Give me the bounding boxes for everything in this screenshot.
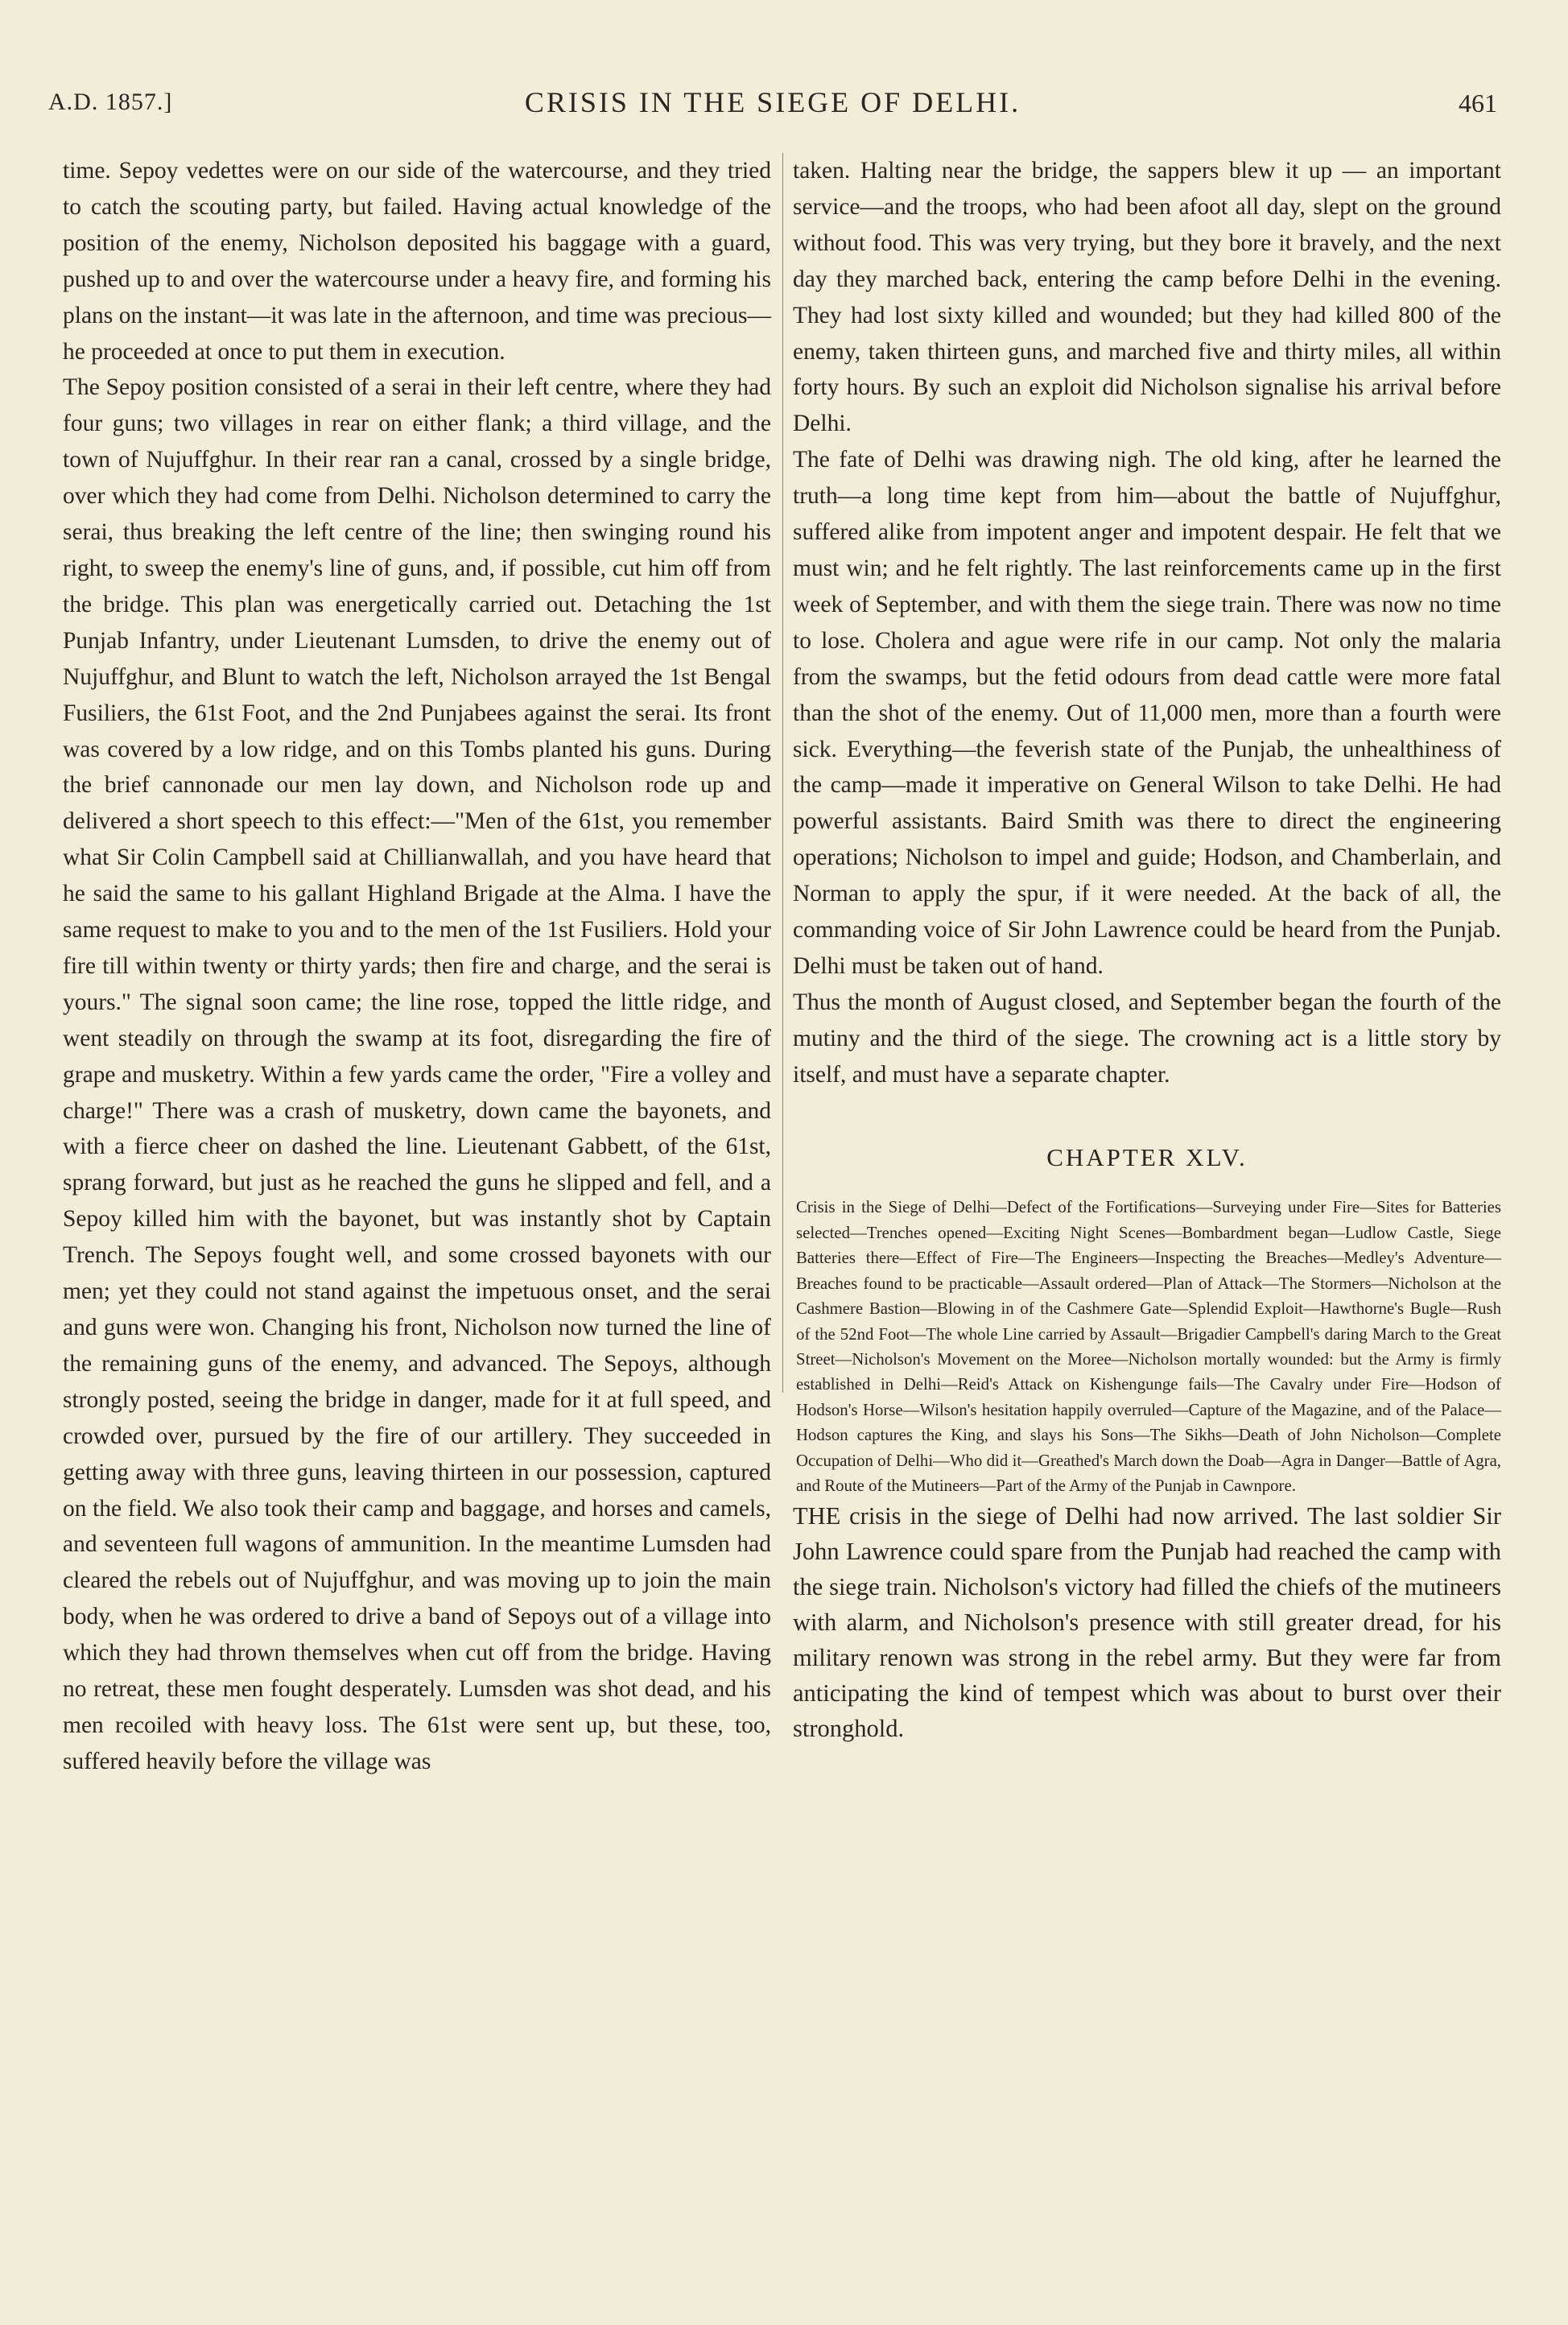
right-column <box>793 153 1501 1746</box>
paragraph: The fate of Delhi was drawing nigh. The old king, after he learned the truth—a long time kept from him—about the battle of Nujuffghur, suffered alike from impotent anger and impotent despair. He felt that we must win; and he felt rightly. The last reinforcements came up in the first week of September, and with them the siege train. There was now no time to lose. Cholera and ague were rife in our camp. Not only the malaria from the swamps, but the fetid odours from dead cattle were more fatal than the shot of the enemy. Out of 11,000 men, more than a fourth were sick. Everything—the feverish state of the Punjab, the unhealthiness of the camp—made it imperative on General Wilson to take Delhi. He had powerful assistants. Baird Smith was there to direct the engineering operations; Nicholson to impel and guide; Hodson, and Chamberlain, and Norman to apply the spur, if it were needed. At the back of all, the commanding voice of Sir John Lawrence could be heard from the Punjab. Delhi must be taken out of hand. <box>793 447 1501 979</box>
running-head <box>48 81 1497 121</box>
running-head-title: CRISIS IN THE SIEGE OF DELHI. <box>524 86 1021 118</box>
paragraph: Thus the month of August closed, and September began the fourth of the mutiny and the third of the siege. The crowning act is a little story by itself, and must have a separate chapter. <box>793 989 1501 1088</box>
chapter-synopsis: Crisis in the Siege of Delhi—Defect of the Fortifications—Surveying under Fire—Sites for Batteries selected—Trenches opened—Exciting Night Scenes—Bombardment began—Ludlow Castle, Siege Batteries there—Effect of Fire—The Engineers—Inspecting the Breaches—Medley's Adventure—Breaches found to be practicable—Assault ordered—Plan of Attack—The Stormers—Nicholson at the Cashmere Bastion—Blowing in of the Cashmere Gate—Splendid Exploit—Hawthorne's Bugle—Rush of the 52nd Foot—The whole Line carried by Assault—Brigadier Campbell's daring March to the Great Street—Nicholson's Movement on the Moree—Nicholson mortally wounded: but the Army is firmly established in Delhi—Reid's Attack on Kishengunge fails—The Cavalry under Fire—Hodson of Hodson's Horse—Wilson's hesitation happily overruled—Capture of the Magazine, and of the Palace—Hodson captures the King, and slays his Sons—The Sikhs—Death of John Nicholson—Complete Occupation of Delhi—Who did it—Greathed's March down the Doab—Agra in Danger—Battle of Agra, and Route of the Mutineers—Part of the Army of the Punjab in Cawnpore. <box>796 1198 1501 1495</box>
chapter-heading: CHAPTER XLV. <box>1046 1142 1248 1171</box>
running-head-date: A.D. 1857.] <box>48 89 173 115</box>
column-divider <box>782 153 783 1393</box>
paragraph: The Sepoy position consisted of a serai in their left centre, where they had four guns; two villages in rear on either flank; a third village, and the town of Nujuffghur. In their rear ran a canal, crossed by a single bridge, over which they had come from Delhi. Nicholson determined to carry the serai, thus breaking the left centre of the line; then swinging round his right, to sweep the enemy's line of guns, and, if possible, cut him off from the bridge. This plan was energetically carried out. Detaching the 1st Punjab Infantry, under Lieutenant Lumsden, to drive the enemy out of Nujuffghur, and Blunt to watch the left, Nicholson arrayed the 1st Bengal Fusiliers, the 61st Foot, and the 2nd Punjabees against the serai. Its front was covered by a low ridge, and on this Tombs planted his guns. During the brief cannonade our men lay down, and Nicholson rode up and delivered a short speech to this effect:—"Men of the 61st, you remember what Sir Colin Campbell said at Chillianwallah, and you have heard that he said the same to his gallant Highland Brigade at the Alma. I have the same request to make to you and to the men of the 1st Fusiliers. Hold your fire till within twenty or thirty yards; then fire and charge, and the serai is yours." The signal soon came; the line rose, topped the little ridge, and went steadily on through the swamp at its foot, disregarding the fire of grape and musketry. Within a few yards came the order, "Fire a volley and charge!" There was a crash of musketry, down came the bayonets, and with a fierce cheer on dashed the line. Lieutenant Gabbett, of the 61st, sprang forward, but just as he reached the guns he slipped and fell, and a Sepoy killed him with the bayonet, but was instantly shot by Captain Trench. The Sepoys fought well, and some crossed bayonets with our men; yet they could not stand against the impetuous onset, and the serai and guns were won. Changing his front, Nicholson now turned the line of the remaining guns of the enemy, and advanced. The Sepoys, although strongly posted, seeing the bridge in danger, made for it at full speed, and crowded over, pursued by the fire of our artillery. They succeeded in getting away with three guns, leaving thirteen in our possession, captured on the field. We also took their camp and baggage, and horses and camels, and seventeen full wagons of ammunition. In the meantime Lumsden had cleared the rebels out of Nujuffghur, and was moving up to join the main body, when he was ordered to drive a band of Sepoys out of a village into which they had thrown themselves when cut off from the bridge. Having no retreat, these men fought desperately. Lumsden was shot dead, and his men recoiled with heavy loss. The 61st were sent up, but these, too, suffered heavily before the village was <box>63 374 771 1774</box>
chapter-opening-paragraph: THE crisis in the siege of Delhi had now arrived. The last soldier Sir John Lawrence could spare from the Punjab had reached the camp with the siege train. Nicholson's victory had filled the chiefs of the mutineers with alarm, and Nicholson's presence with still greater dread, for his military renown was strong in the rebel army. But they were far from anticipating the kind of tempest which was about to burst over their stronghold. <box>793 1502 1501 1743</box>
paragraph: taken. Halting near the bridge, the sappers blew it up — an important service—and the troops, who had been afoot all day, slept on the ground without food. This was very trying, but they bore it bravely, and the next day they marched back, entering the camp before Delhi in the evening. They had lost sixty killed and wounded; but they had killed 800 of the enemy, taken thirteen guns, and marched five and thirty miles, all within forty hours. By such an exploit did Nicholson signalise his arrival before Delhi. <box>793 158 1501 437</box>
left-column <box>63 153 771 1780</box>
paragraph: time. Sepoy vedettes were on our side of the watercourse, and they tried to catch the scouting party, but failed. Having actual knowledge of the position of the enemy, Nicholson deposited his baggage with a guard, pushed up to and over the watercourse under a heavy fire, and forming his plans on the instant—it was late in the afternoon, and time was precious—he proceeded at once to put them in execution. <box>63 158 771 365</box>
page-number: 461 <box>1459 89 1497 118</box>
